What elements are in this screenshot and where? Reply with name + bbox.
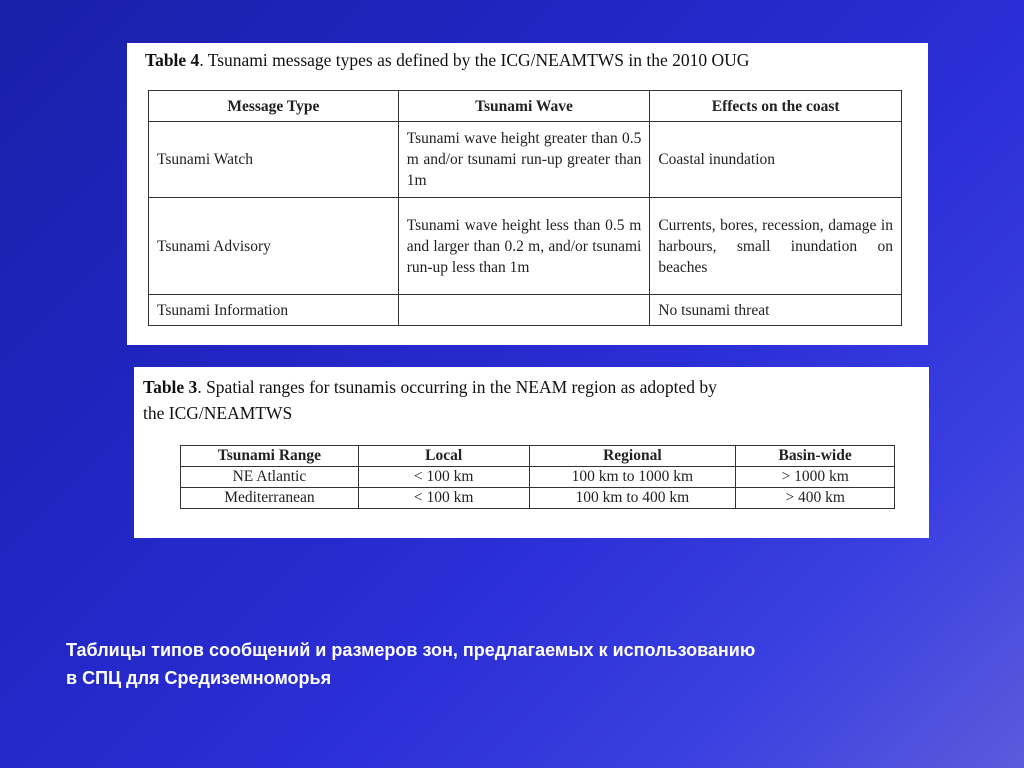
table4-header-cell: Tsunami Wave	[398, 91, 650, 122]
table3-caption-line2: the ICG/NEAMTWS	[143, 403, 293, 423]
table4	[148, 90, 902, 326]
table3-caption	[143, 374, 717, 426]
table-row	[149, 198, 902, 295]
table4-caption-label: Table 4	[145, 50, 200, 70]
table3-cell: < 100 km	[358, 467, 529, 488]
table3-cell: 100 km to 400 km	[529, 488, 736, 509]
table4-cell: Tsunami wave height greater than 0.5 m and/or tsunami run-up greater than 1m	[398, 122, 650, 198]
table3-header-row	[181, 446, 895, 467]
table4-cell: No tsunami threat	[650, 295, 902, 326]
table4-cell: Tsunami wave height less than 0.5 m and larger than 0.2 m, and/or tsunami run-up less than 1m	[398, 198, 650, 295]
table3-panel	[134, 367, 929, 538]
table4-caption-text: . Tsunami message types as defined by the ICG/NEAMTWS in the 2010 OUG	[199, 50, 750, 70]
table3	[180, 445, 895, 509]
table4-header-row	[149, 91, 902, 122]
footer-line1: Таблицы типов сообщений и размеров зон, предлагаемых к использованию	[66, 640, 756, 660]
table3-header-cell: Tsunami Range	[181, 446, 359, 467]
table4-cell: Tsunami Information	[149, 295, 399, 326]
table4-cell	[398, 295, 650, 326]
slide-footer-text	[66, 636, 966, 692]
table3-header-cell: Local	[358, 446, 529, 467]
table3-cell: > 1000 km	[736, 467, 895, 488]
table4-header-cell: Effects on the coast	[650, 91, 902, 122]
table3-cell: Mediterranean	[181, 488, 359, 509]
table4-header-cell: Message Type	[149, 91, 399, 122]
table3-caption-line1: . Spatial ranges for tsunamis occurring in the NEAM region as adopted by	[197, 377, 717, 397]
table-row	[149, 295, 902, 326]
table3-cell: NE Atlantic	[181, 467, 359, 488]
table-row	[149, 122, 902, 198]
footer-line2: в СПЦ для Средиземноморья	[66, 668, 332, 688]
table-row	[181, 467, 895, 488]
table4-cell: Currents, bores, recession, damage in harbours, small inundation on beaches	[650, 198, 902, 295]
table3-cell: 100 km to 1000 km	[529, 467, 736, 488]
table3-caption-label: Table 3	[143, 377, 198, 397]
table4-panel	[127, 43, 928, 345]
table4-cell: Coastal inundation	[650, 122, 902, 198]
table3-cell: < 100 km	[358, 488, 529, 509]
table3-cell: > 400 km	[736, 488, 895, 509]
table4-cell: Tsunami Watch	[149, 122, 399, 198]
table-row	[181, 488, 895, 509]
table3-header-cell: Basin-wide	[736, 446, 895, 467]
table4-caption	[145, 47, 749, 73]
table3-header-cell: Regional	[529, 446, 736, 467]
table4-cell: Tsunami Advisory	[149, 198, 399, 295]
